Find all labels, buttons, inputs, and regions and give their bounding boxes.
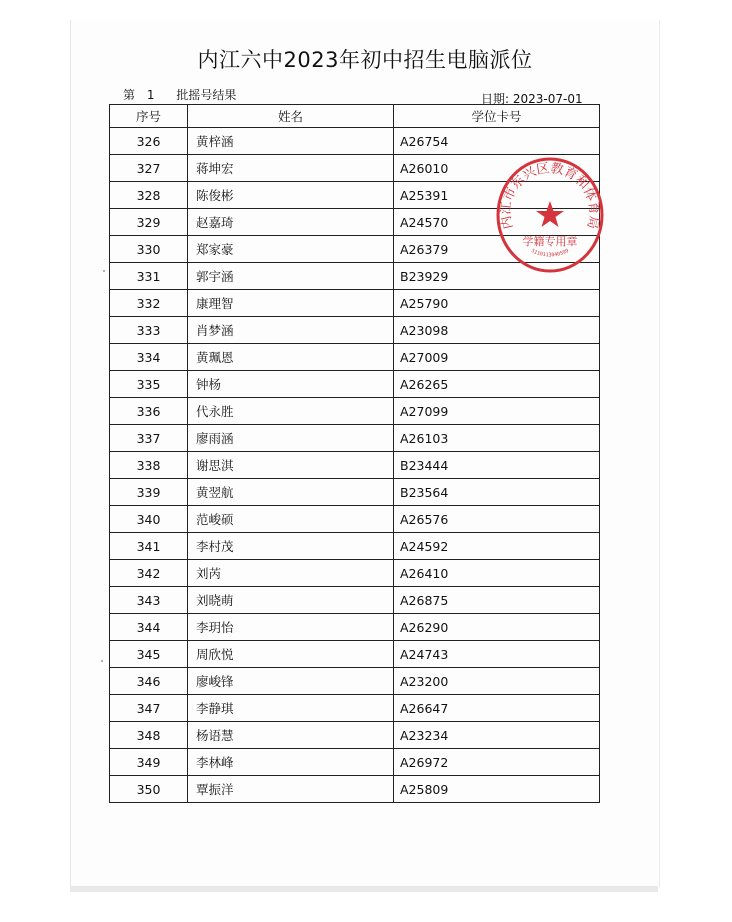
row-name: 赵嘉琦 (188, 209, 394, 236)
row-card-number: A26647 (394, 695, 600, 722)
table-row (110, 668, 600, 695)
table-row (110, 776, 600, 803)
row-name: 周欣悦 (188, 641, 394, 668)
table-row (110, 317, 600, 344)
row-name: 康理智 (188, 290, 394, 317)
row-seq: 326 (110, 128, 188, 155)
row-seq: 329 (110, 209, 188, 236)
row-seq: 341 (110, 533, 188, 560)
row-seq: 340 (110, 506, 188, 533)
seal-star-icon (536, 201, 564, 227)
row-seq: 332 (110, 290, 188, 317)
scan-speck (103, 270, 105, 272)
row-card-number: A25391 (394, 182, 600, 209)
table-row (110, 479, 600, 506)
row-seq: 348 (110, 722, 188, 749)
row-seq: 338 (110, 452, 188, 479)
row-name: 覃振洋 (188, 776, 394, 803)
batch-number: 1 (146, 88, 155, 102)
row-seq: 336 (110, 398, 188, 425)
table-row (110, 371, 600, 398)
row-seq: 331 (110, 263, 188, 290)
table-row (110, 533, 600, 560)
row-name: 李玥怡 (188, 614, 394, 641)
row-name: 杨语慧 (188, 722, 394, 749)
row-name: 钟杨 (188, 371, 394, 398)
row-name: 郑家豪 (188, 236, 394, 263)
date-value: 2023-07-01 (512, 92, 583, 106)
table-row (110, 695, 600, 722)
official-seal (495, 153, 605, 273)
row-seq: 350 (110, 776, 188, 803)
row-card-number: A26754 (394, 128, 600, 155)
row-card-number: A24592 (394, 533, 600, 560)
row-card-number: B23929 (394, 263, 600, 290)
row-name: 黄珮恩 (188, 344, 394, 371)
row-seq: 345 (110, 641, 188, 668)
row-seq: 330 (110, 236, 188, 263)
table-row (110, 425, 600, 452)
row-seq: 343 (110, 587, 188, 614)
table-row (110, 452, 600, 479)
seal-purpose-text: 学籍专用章 (522, 235, 578, 248)
row-card-number: B23564 (394, 479, 600, 506)
table-row (110, 398, 600, 425)
row-seq: 344 (110, 614, 188, 641)
row-card-number: A23200 (394, 668, 600, 695)
row-card-number: A24743 (394, 641, 600, 668)
batch-info (123, 86, 244, 103)
table-header-row (110, 105, 600, 128)
table-row (110, 722, 600, 749)
table-row (110, 506, 600, 533)
row-name: 肖梦涵 (188, 317, 394, 344)
row-name: 郭宇涵 (188, 263, 394, 290)
row-card-number: A23098 (394, 317, 600, 344)
table-row (110, 128, 600, 155)
row-name: 黄翌航 (188, 479, 394, 506)
row-seq: 342 (110, 560, 188, 587)
table-row (110, 560, 600, 587)
scan-speck (101, 660, 103, 662)
date-label: 日期: (481, 92, 510, 106)
paper-edge-shadow (70, 886, 658, 892)
table-row (110, 749, 600, 776)
row-name: 李静琪 (188, 695, 394, 722)
row-seq: 337 (110, 425, 188, 452)
batch-suffix: 批摇号结果 (176, 88, 237, 102)
row-card-number: A26410 (394, 560, 600, 587)
row-name: 谢思淇 (188, 452, 394, 479)
row-card-number: A26103 (394, 425, 600, 452)
row-card-number: A25809 (394, 776, 600, 803)
table-row (110, 641, 600, 668)
row-name: 刘芮 (188, 560, 394, 587)
header-name: 姓名 (188, 105, 394, 128)
row-name: 李林峰 (188, 749, 394, 776)
table-row (110, 290, 600, 317)
row-name: 李村茂 (188, 533, 394, 560)
seal-org-text: 内江市东兴区教育和体育局 (498, 161, 602, 231)
row-seq: 346 (110, 668, 188, 695)
row-card-number: A27099 (394, 398, 600, 425)
row-seq: 339 (110, 479, 188, 506)
paper-sheet (70, 20, 660, 888)
row-card-number: A24570 (394, 209, 600, 236)
row-name: 廖峻锋 (188, 668, 394, 695)
row-card-number: A26972 (394, 749, 600, 776)
seal-serial: 5110113040599 (530, 248, 570, 259)
row-name: 陈俊彬 (188, 182, 394, 209)
row-seq: 349 (110, 749, 188, 776)
row-seq: 335 (110, 371, 188, 398)
row-name: 蒋坤宏 (188, 155, 394, 182)
row-seq: 334 (110, 344, 188, 371)
row-card-number: A25790 (394, 290, 600, 317)
row-name: 代永胜 (188, 398, 394, 425)
row-card-number: B23444 (394, 452, 600, 479)
row-card-number: A26576 (394, 506, 600, 533)
row-card-number: A26010 (394, 155, 600, 182)
row-card-number: A23234 (394, 722, 600, 749)
row-seq: 327 (110, 155, 188, 182)
row-seq: 347 (110, 695, 188, 722)
table-row (110, 587, 600, 614)
batch-label: 第 (123, 88, 136, 102)
row-name: 范峻硕 (188, 506, 394, 533)
row-card-number: A26875 (394, 587, 600, 614)
row-seq: 333 (110, 317, 188, 344)
document-title: 内江六中2023年初中招生电脑派位 (197, 48, 533, 72)
header-seq: 序号 (110, 105, 188, 128)
row-seq: 328 (110, 182, 188, 209)
row-card-number: A26379 (394, 236, 600, 263)
row-name: 廖雨涵 (188, 425, 394, 452)
header-card: 学位卡号 (394, 105, 600, 128)
row-name: 黄梓涵 (188, 128, 394, 155)
row-card-number: A26265 (394, 371, 600, 398)
table-row (110, 344, 600, 371)
table-row (110, 614, 600, 641)
row-name: 刘晓萌 (188, 587, 394, 614)
row-card-number: A27009 (394, 344, 600, 371)
row-card-number: A26290 (394, 614, 600, 641)
